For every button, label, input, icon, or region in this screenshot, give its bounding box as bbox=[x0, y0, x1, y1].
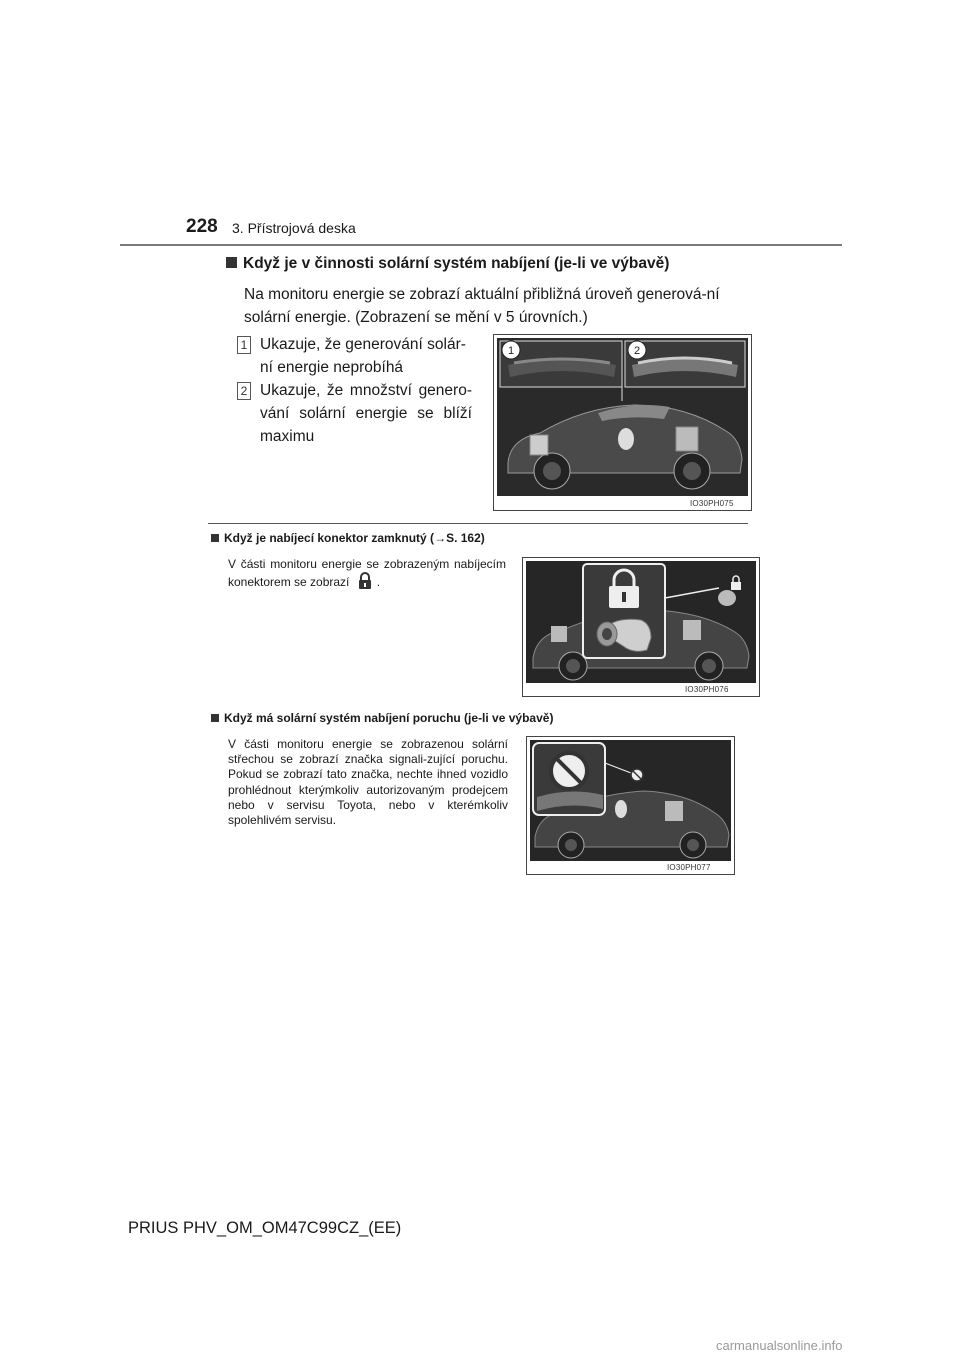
figure-code: IO30PH077 bbox=[667, 863, 711, 872]
section-heading-connector-locked bbox=[211, 531, 485, 545]
section-divider bbox=[208, 523, 748, 524]
section-heading-text: Když je v činnosti solární systém nabíjení (je-li ve výbavě) bbox=[243, 255, 670, 272]
prohibited-icon bbox=[551, 753, 587, 789]
section-body-text: Na monitoru energie se zobrazí aktuální přibližná úroveň generová-ní solární energie. (Zobrazení se mění v 5 úrovních.) bbox=[244, 286, 720, 326]
heading-suffix: S. 162) bbox=[446, 531, 485, 545]
connector-locked-figure bbox=[522, 557, 760, 697]
watermark: carmanualsonline.info bbox=[716, 1338, 843, 1353]
section-body-text: V části monitoru energie se zobrazenou solární střechou se zobrazí značka signali-zující poruchu. Pokud se zobrazí tato značka, nechte ihned vozidlo prohlédnout kterýmkoliv autorizovaným prodejcem nebo v servisu Toyota, nebo v kterémkoliv spolehlivém servisu. bbox=[228, 737, 508, 828]
item-number-2: 2 bbox=[237, 382, 251, 400]
car-illustration bbox=[494, 335, 751, 510]
header-divider bbox=[120, 244, 842, 246]
section-heading-solar-charging bbox=[226, 255, 669, 273]
item-text-2: Ukazuje, že množství genero-vání solární energie se blíží maximu bbox=[260, 382, 472, 445]
section-body-text bbox=[228, 557, 506, 590]
arrow-icon: → bbox=[434, 531, 447, 545]
square-bullet-icon bbox=[211, 534, 219, 542]
square-bullet-icon bbox=[226, 257, 237, 268]
svg-text:2: 2 bbox=[633, 345, 641, 357]
page-number: 228 bbox=[186, 216, 218, 237]
item-text-1: Ukazuje, že generování solár-ní energie neprobíhá bbox=[260, 336, 466, 376]
heading-prefix: Když je nabíjecí konektor zamknutý ( bbox=[224, 531, 435, 545]
figure-code: IO30PH076 bbox=[685, 685, 729, 694]
square-bullet-icon bbox=[211, 714, 219, 722]
solar-malfunction-figure bbox=[526, 736, 735, 875]
section-heading-text: Když má solární systém nabíjení poruchu (je-li ve výbavě) bbox=[224, 711, 554, 725]
body-text-before-icon: V části monitoru energie se zobrazeným nabíjecím konektorem se zobrazí bbox=[228, 557, 506, 589]
item-number-1: 1 bbox=[237, 336, 251, 354]
section-heading-solar-malfunction bbox=[211, 711, 553, 725]
body-text-after-icon: . bbox=[376, 575, 381, 589]
chapter-title: 3. Přístrojová deska bbox=[232, 220, 356, 236]
svg-text:1: 1 bbox=[507, 345, 515, 357]
lock-icon bbox=[357, 572, 373, 590]
solar-energy-monitor-figure bbox=[493, 334, 752, 511]
solar-panel-icon bbox=[500, 341, 745, 387]
document-footer: PRIUS PHV_OM_OM47C99CZ_(EE) bbox=[128, 1219, 402, 1237]
car-illustration bbox=[523, 558, 759, 696]
car-illustration bbox=[527, 737, 734, 874]
figure-code: IO30PH075 bbox=[690, 499, 734, 508]
